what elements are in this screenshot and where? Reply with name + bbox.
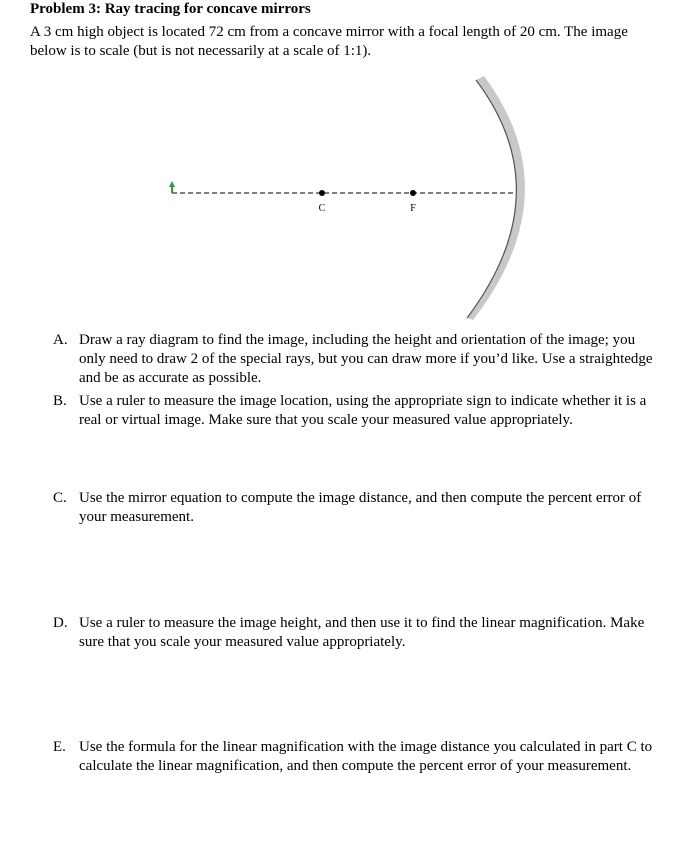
question-text: Use the mirror equation to compute the image distance, and then compute the percent error of your measurement. bbox=[79, 490, 642, 525]
question-text: Draw a ray diagram to find the image, including the height and orientation of the image; you only need to draw 2 of the special rays, but you can draw more if you’d like. Use a straightedge and be as accurate as possible. bbox=[79, 332, 653, 386]
question-letter: D. bbox=[53, 615, 68, 631]
question-text: Use a ruler to measure the image location, using the appropriate sign to indicate whether it is a real or virtual image. Make sure that you scale your measured value appropriately. bbox=[79, 393, 647, 428]
center-of-curvature-label: C bbox=[318, 203, 326, 214]
question-letter: C. bbox=[53, 490, 67, 506]
center-of-curvature-point bbox=[319, 190, 325, 196]
question-e bbox=[53, 738, 653, 776]
question-a bbox=[53, 331, 653, 388]
problem-intro: A 3 cm high object is located 72 cm from a concave mirror with a focal length of 20 cm. The image below is to scale (but is not necessarily at a scale of 1:1). bbox=[30, 24, 628, 59]
question-c bbox=[53, 489, 653, 527]
problem-title: Problem 3: Ray tracing for concave mirrors bbox=[30, 1, 311, 17]
focal-point bbox=[410, 190, 416, 196]
question-b bbox=[53, 392, 653, 430]
object-arrow-head bbox=[169, 181, 175, 187]
focal-point-label: F bbox=[410, 203, 416, 214]
question-d bbox=[53, 614, 653, 652]
question-text: Use a ruler to measure the image height, and then use it to find the linear magnification. Make sure that you scale your measured value appropriately. bbox=[79, 615, 645, 650]
question-letter: E. bbox=[53, 739, 66, 755]
ray-diagram-figure bbox=[0, 0, 673, 330]
question-letter: B. bbox=[53, 393, 67, 409]
question-letter: A. bbox=[53, 332, 68, 348]
question-text: Use the formula for the linear magnification with the image distance you calculated in part C to calculate the linear magnification, and then compute the percent error of your measurement. bbox=[79, 739, 653, 774]
